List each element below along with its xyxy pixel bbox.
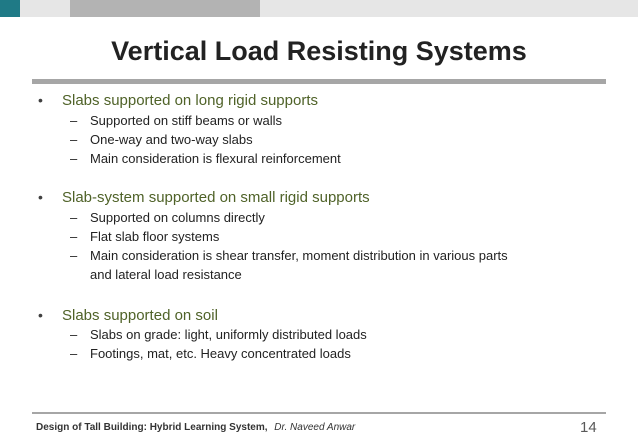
dash-marker: – (70, 210, 78, 225)
sub-item (0, 208, 638, 227)
bullet-marker: • (38, 307, 43, 323)
bullet-item (0, 91, 638, 110)
dash-marker: – (70, 113, 78, 128)
sub-item-text: One-way and two-way slabs (90, 132, 253, 147)
bullet-marker: • (38, 92, 43, 108)
bullet-item (0, 188, 638, 207)
dash-marker: – (70, 327, 78, 342)
footer-caption (36, 421, 355, 435)
slide-title: Vertical Load Resisting Systems (111, 36, 527, 66)
sub-item (0, 130, 638, 149)
dash-marker: – (70, 346, 78, 361)
sub-item-text: Flat slab floor systems (90, 229, 220, 244)
sub-item (0, 111, 638, 130)
sub-item-text: Main consideration is shear transfer, moment distribution in various parts (90, 248, 508, 263)
sub-item (0, 344, 638, 363)
dash-marker: – (70, 132, 78, 147)
bullet-item (0, 306, 638, 325)
bullet-text: Slabs supported on soil (62, 307, 218, 324)
bullet-text: Slab-system supported on small rigid supports (62, 189, 370, 206)
sub-item-text: Main consideration is flexural reinforcement (90, 151, 341, 166)
sub-item-text: Supported on stiff beams or walls (90, 113, 282, 128)
dash-marker: – (70, 248, 78, 263)
sub-item (0, 246, 638, 284)
footer-author: Dr. Naveed Anwar (274, 422, 356, 433)
sub-item (0, 227, 638, 246)
sub-item-text: Supported on columns directly (90, 210, 265, 225)
footer-course: Design of Tall Building: Hybrid Learning System, (36, 422, 268, 433)
sub-item (0, 149, 638, 168)
dash-marker: – (70, 229, 78, 244)
bullet-text: Slabs supported on long rigid supports (62, 92, 318, 109)
sub-item-text: Slabs on grade: light, uniformly distributed loads (90, 327, 367, 342)
bullet-marker: • (38, 189, 43, 205)
page-number: 14 (580, 419, 597, 436)
sub-item-text-continuation: and lateral load resistance (90, 267, 242, 282)
footer-divider (32, 412, 606, 414)
sub-item (0, 325, 638, 344)
sub-item-text: Footings, mat, etc. Heavy concentrated loads (90, 346, 351, 361)
dash-marker: – (70, 151, 78, 166)
